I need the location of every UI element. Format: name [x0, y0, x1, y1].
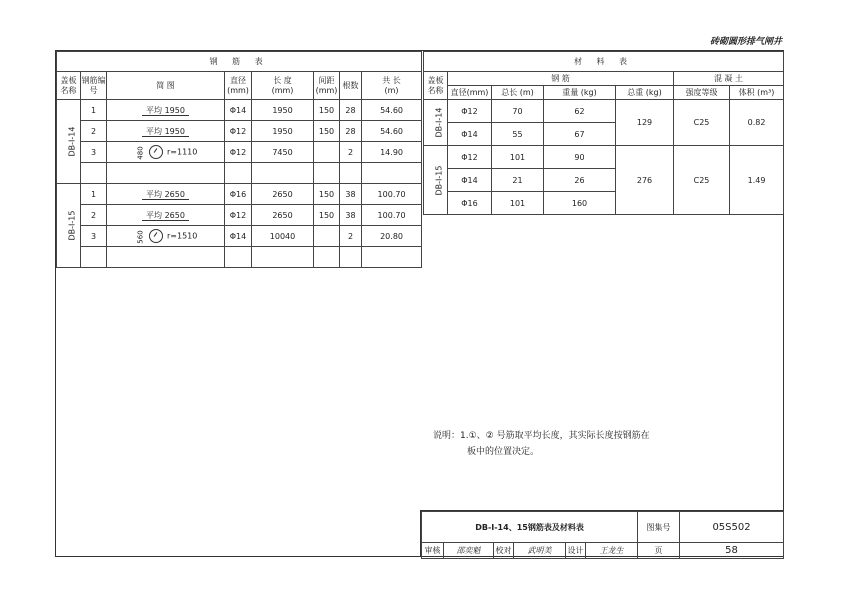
page-label: 页	[638, 543, 680, 559]
rebar-spacing: 150	[314, 121, 340, 142]
design-signature: 王龙生	[586, 543, 638, 559]
rebar-count: 2	[340, 226, 362, 247]
mat-weight: 160	[544, 192, 616, 215]
design-label: 设计	[566, 543, 586, 559]
rebar-dia: Φ12	[225, 142, 252, 163]
col-diameter: 直径(mm)	[448, 86, 492, 100]
rebar-table	[56, 51, 422, 268]
mat-dia: Φ14	[448, 123, 492, 146]
rebar-sketch: 560 r=1510	[107, 226, 225, 247]
review-label: 审核	[422, 543, 444, 559]
table-row	[57, 100, 422, 121]
mat-len: 101	[492, 192, 544, 215]
rebar-no: 2	[81, 121, 107, 142]
table-row	[57, 163, 422, 184]
mat-len: 55	[492, 123, 544, 146]
table-row	[57, 205, 422, 226]
rebar-spacing	[314, 142, 340, 163]
mat-grade: C25	[674, 146, 730, 215]
col-total-weight: 总重 (kg)	[616, 86, 674, 100]
rebar-total: 14.90	[362, 142, 422, 163]
mat-dia: Φ12	[448, 100, 492, 123]
col-slab-name: 盖板名称	[57, 72, 81, 100]
col-grade: 强度等级	[674, 86, 730, 100]
col-diameter: 直径 (mm)	[225, 72, 252, 100]
table-row	[57, 184, 422, 205]
page-number: 58	[680, 543, 784, 559]
table-row	[424, 100, 784, 123]
rebar-dia: Φ14	[225, 226, 252, 247]
table-row	[57, 226, 422, 247]
rebar-no: 1	[81, 184, 107, 205]
drawing-set-title: 砖砌圆形排气闸井	[709, 37, 782, 47]
col-total-length: 共 长 (m)	[362, 72, 422, 100]
rebar-no: 3	[81, 226, 107, 247]
review-signature: 邵奕魁	[444, 543, 494, 559]
rebar-total: 54.60	[362, 121, 422, 142]
col-length: 长 度 (mm)	[252, 72, 314, 100]
rebar-dia: Φ14	[225, 100, 252, 121]
col-sketch: 简 图	[107, 72, 225, 100]
rebar-count: 38	[340, 184, 362, 205]
mat-dia: Φ12	[448, 146, 492, 169]
rebar-sketch: 平均 1950	[107, 121, 225, 142]
col-total-length: 总长 (m)	[492, 86, 544, 100]
col-steel: 钢 筋	[448, 72, 674, 86]
group-name-cell: DB-Ⅰ-15	[424, 146, 448, 215]
title-block	[420, 510, 784, 557]
rebar-count: 2	[340, 142, 362, 163]
check-signature: 武明美	[514, 543, 566, 559]
atlas-number: 05S502	[680, 512, 784, 543]
rebar-dia: Φ12	[225, 121, 252, 142]
rebar-count: 38	[340, 205, 362, 226]
rebar-len: 7450	[252, 142, 314, 163]
col-weight: 重量 (kg)	[544, 86, 616, 100]
mat-len: 70	[492, 100, 544, 123]
material-table-title: 材 料 表	[424, 52, 784, 72]
mat-weight: 67	[544, 123, 616, 146]
rebar-len: 10040	[252, 226, 314, 247]
rebar-len: 2650	[252, 205, 314, 226]
rebar-dia: Φ12	[225, 205, 252, 226]
rebar-len: 2650	[252, 184, 314, 205]
mat-len: 21	[492, 169, 544, 192]
group-name-cell: DB-Ⅰ-15	[57, 184, 81, 268]
table-row	[424, 146, 784, 169]
table-row	[57, 247, 422, 268]
rebar-total: 100.70	[362, 184, 422, 205]
rebar-count: 28	[340, 100, 362, 121]
rebar-table-title: 钢 筋 表	[57, 52, 422, 72]
rebar-dia: Φ16	[225, 184, 252, 205]
drawing-title: DB-Ⅰ-14、15钢筋表及材料表	[422, 512, 638, 543]
col-count: 根数	[340, 72, 362, 100]
rebar-sketch: 平均 1950	[107, 100, 225, 121]
rebar-spacing: 150	[314, 205, 340, 226]
atlas-label: 图集号	[638, 512, 680, 543]
rebar-len: 1950	[252, 100, 314, 121]
rebar-spacing: 150	[314, 184, 340, 205]
material-table	[423, 51, 784, 215]
rebar-spacing	[314, 226, 340, 247]
rebar-sketch: 平均 2650	[107, 205, 225, 226]
rebar-no: 1	[81, 100, 107, 121]
mat-dia: Φ14	[448, 169, 492, 192]
rebar-len: 1950	[252, 121, 314, 142]
note-line-2: 板中的位置决定。	[467, 447, 540, 457]
rebar-count: 28	[340, 121, 362, 142]
rebar-total: 54.60	[362, 100, 422, 121]
mat-len: 101	[492, 146, 544, 169]
table-row	[57, 121, 422, 142]
col-volume: 体积 (m³)	[730, 86, 784, 100]
table-row	[57, 142, 422, 163]
rebar-sketch: 平均 2650	[107, 184, 225, 205]
mat-total-weight: 276	[616, 146, 674, 215]
rebar-no: 3	[81, 142, 107, 163]
mat-weight: 62	[544, 100, 616, 123]
mat-volume: 0.82	[730, 100, 784, 146]
mat-weight: 26	[544, 169, 616, 192]
col-slab-name: 盖板名称	[424, 72, 448, 100]
col-rebar-no: 钢筋编号	[81, 72, 107, 100]
note-line-1: 说明：1.①、② 号筋取平均长度，其实际长度按钢筋在	[433, 431, 650, 441]
check-label: 校对	[494, 543, 514, 559]
group-name-cell: DB-Ⅰ-14	[424, 100, 448, 146]
group-name-cell: DB-Ⅰ-14	[57, 100, 81, 184]
col-spacing: 间距 (mm)	[314, 72, 340, 100]
mat-total-weight: 129	[616, 100, 674, 146]
rebar-sketch: 480 r=1110	[107, 142, 225, 163]
col-concrete: 混 凝 土	[674, 72, 784, 86]
ring-rebar-icon	[149, 229, 163, 243]
rebar-total: 20.80	[362, 226, 422, 247]
mat-grade: C25	[674, 100, 730, 146]
mat-volume: 1.49	[730, 146, 784, 215]
mat-dia: Φ16	[448, 192, 492, 215]
rebar-no: 2	[81, 205, 107, 226]
rebar-spacing: 150	[314, 100, 340, 121]
ring-rebar-icon	[149, 145, 163, 159]
drawing-note	[433, 428, 650, 460]
rebar-total: 100.70	[362, 205, 422, 226]
mat-weight: 90	[544, 146, 616, 169]
